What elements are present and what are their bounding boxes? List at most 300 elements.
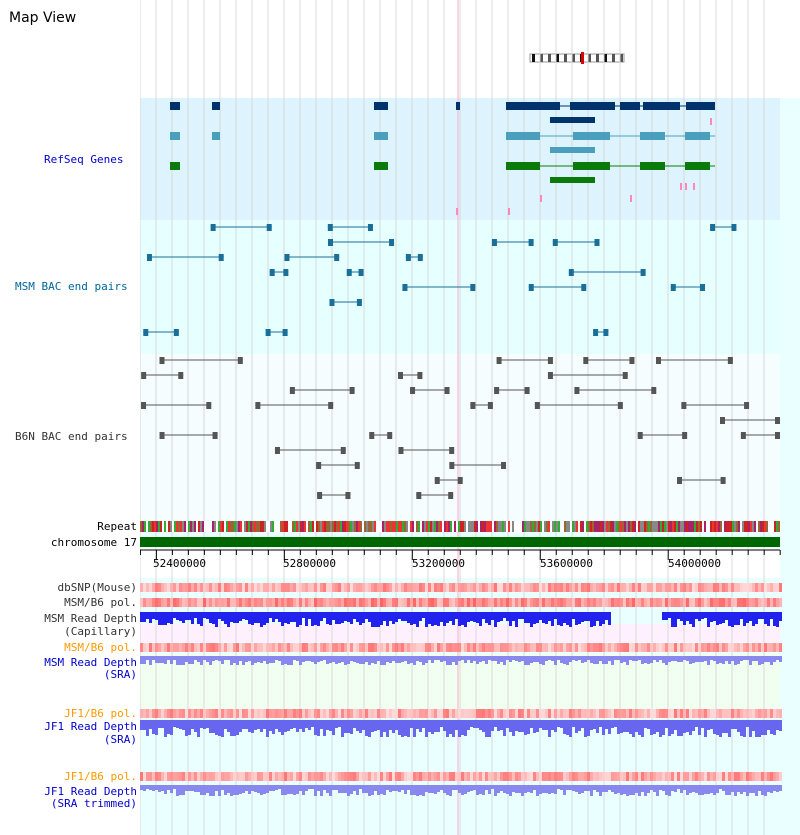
msm-pol-sra-cell [617, 643, 620, 652]
jf1-pol-trim-cell [659, 772, 662, 781]
repeat-block [530, 521, 532, 532]
msm-depth-cap-bar [272, 612, 275, 622]
msm-pol-sra-cell [743, 643, 746, 652]
msm-pol-sra-cell [626, 643, 629, 652]
jf1-depth-sra-bar [719, 720, 722, 737]
jf1-pol-trim-cell [713, 772, 716, 781]
msm-pol-sra-cell [182, 643, 185, 652]
msm-pol-cell [524, 598, 527, 607]
jf1-depth-sra-bar [278, 720, 281, 732]
jf1-depth-trim-bar [551, 785, 554, 793]
repeat-block [290, 521, 292, 532]
msm-depth-cap-bar [563, 612, 566, 623]
msm-depth-sra-bar [440, 656, 443, 662]
jf1-depth-sra-bar [167, 720, 170, 734]
jf1-depth-sra-bar [728, 720, 731, 737]
repeat-block [668, 521, 670, 532]
msm-depth-sra-bar [437, 656, 440, 660]
jf1-depth-sra-bar [665, 720, 668, 728]
jf1-pol-trim-cell [245, 772, 248, 781]
msm-bac-pair-end [553, 239, 558, 246]
dbsnp-cell [563, 583, 566, 592]
jf1-depth-sra-bar [668, 720, 671, 736]
jf1-depth-trim-bar [776, 785, 779, 792]
dbsnp-cell [422, 583, 425, 592]
jf1-depth-trim-bar [470, 785, 473, 791]
jf1-pol-trim-cell [545, 772, 548, 781]
jf1-depth-sra-bar [680, 720, 683, 736]
msm-depth-cap-bar [530, 612, 533, 627]
jf1-pol-trim-cell [764, 772, 767, 781]
repeat-block [230, 521, 232, 532]
msm-depth-sra-bar [539, 656, 542, 664]
msm-bac-pair-end [368, 224, 373, 231]
msm-pol-sra-cell [536, 643, 539, 652]
msm-pol-cell [287, 598, 290, 607]
jf1-pol-cell [212, 709, 215, 718]
msm-pol-cell [248, 598, 251, 607]
msm-depth-cap-bar [212, 612, 215, 624]
msm-depth-cap-bar [230, 612, 233, 622]
msm-depth-sra-bar [362, 656, 365, 664]
msm-pol-cell [509, 598, 512, 607]
msm-pol-sra-cell [554, 643, 557, 652]
msm-pol-cell [452, 598, 455, 607]
jf1-depth-sra-bar [173, 720, 176, 727]
jf1-depth-sra-bar [701, 720, 704, 728]
msm-depth-cap-bar [554, 612, 557, 619]
msm-depth-cap-bar [194, 612, 197, 618]
msm-pol-sra-cell [164, 643, 167, 652]
jf1-depth-trim-bar [455, 785, 458, 790]
gene-exon [374, 102, 388, 110]
jf1-pol-cell [767, 709, 770, 718]
msm-pol-sra-cell [731, 643, 734, 652]
msm-pol-sra-cell [452, 643, 455, 652]
gene-pseudo [630, 195, 632, 202]
msm-depth-cap-bar [545, 612, 548, 624]
jf1-pol-cell [260, 709, 263, 718]
msm-depth-cap-bar [440, 612, 443, 622]
repeat-block [406, 521, 408, 532]
repeat-block [626, 521, 628, 532]
jf1-pol-trim-cell [608, 772, 611, 781]
jf1-depth-sra-bar [536, 720, 539, 732]
msm-depth-cap-bar [347, 612, 350, 622]
repeat-block [482, 521, 484, 532]
msm-pol-cell [611, 598, 614, 607]
msm-pol-cell [173, 598, 176, 607]
jf1-pol-cell [395, 709, 398, 718]
repeat-block [286, 521, 288, 532]
jf1-depth-trim-bar [635, 785, 638, 793]
dbsnp-cell [413, 583, 416, 592]
msm-pol-cell [689, 598, 692, 607]
dbsnp-cell [698, 583, 701, 592]
msm-pol-sra-cell [470, 643, 473, 652]
repeat-block [578, 521, 580, 532]
jf1-depth-sra-bar [638, 720, 641, 735]
jf1-depth-trim-bar [563, 785, 566, 795]
msm-depth-sra-bar [314, 656, 317, 664]
b6n-bac-pair-end [238, 357, 243, 364]
dbsnp-cell [512, 583, 515, 592]
msm-pol-cell [281, 598, 284, 607]
b6n-bac-pair-end [178, 372, 183, 379]
msm-depth-sra-bar [152, 656, 155, 660]
jf1-depth-trim-bar [416, 785, 419, 796]
msm-pol-sra-cell [263, 643, 266, 652]
msm-depth-sra-bar [200, 656, 203, 665]
msm-depth-cap-bar [290, 612, 293, 622]
msm-depth-cap-bar [509, 612, 512, 626]
repeat-block [562, 521, 564, 532]
b6n-bac-pair-end [387, 432, 392, 439]
jf1-pol-trim-cell [650, 772, 653, 781]
repeat-block [402, 521, 404, 532]
jf1-pol-cell [704, 709, 707, 718]
msm-pol-cell [191, 598, 194, 607]
msm-pol-sra-cell [623, 643, 626, 652]
msm-depth-cap-bar [743, 612, 746, 626]
msm-pol-sra-cell [407, 643, 410, 652]
msm-depth-sra-bar [554, 656, 557, 665]
jf1-depth-trim-bar [545, 785, 548, 793]
repeat-block [576, 521, 578, 532]
msm-pol-sra-cell [710, 643, 713, 652]
msm-depth-cap-bar [380, 612, 383, 625]
repeat-block [684, 521, 686, 532]
jf1-pol-trim-cell [680, 772, 683, 781]
repeat-block [768, 521, 770, 532]
msm-depth-cap-bar [431, 612, 434, 626]
jf1-depth-trim-bar [200, 785, 203, 795]
repeat-block [634, 521, 636, 532]
jf1-depth-sra-bar [779, 720, 782, 731]
jf1-depth-trim-bar [662, 785, 665, 791]
msm-pol-cell [686, 598, 689, 607]
jf1-depth-sra-bar [338, 720, 341, 727]
msm-bac-pair-end [731, 224, 736, 231]
msm-pol-cell [563, 598, 566, 607]
jf1-pol-trim-cell [311, 772, 314, 781]
msm-depth-sra-bar [449, 656, 452, 665]
dbsnp-cell [284, 583, 287, 592]
jf1-pol-trim-cell [605, 772, 608, 781]
msm-pol-cell [575, 598, 578, 607]
msm-depth-sra-bar [617, 656, 620, 660]
msm-depth-cap-bar [695, 612, 698, 619]
jf1-pol-cell [362, 709, 365, 718]
msm-depth-cap-bar [146, 612, 149, 619]
msm-depth-sra-bar [167, 656, 170, 660]
msm-pol-sra-cell [653, 643, 656, 652]
jf1-depth-sra-bar [218, 720, 221, 736]
repeat-block [338, 521, 340, 532]
jf1-depth-trim-bar [275, 785, 278, 790]
jf1-depth-sra-bar [731, 720, 734, 729]
jf1-pol-cell [401, 709, 404, 718]
jf1-depth-trim-bar [548, 785, 551, 794]
jf1-pol-trim-cell [683, 772, 686, 781]
jf1-pol-trim-cell [308, 772, 311, 781]
msm-depth-sra-bar [743, 656, 746, 660]
jf1-pol-cell [332, 709, 335, 718]
jf1-pol-cell [701, 709, 704, 718]
jf1-pol-cell [416, 709, 419, 718]
track-label-msm-b6-pol: MSM/B6 pol. [64, 596, 137, 609]
repeat-block [214, 521, 216, 532]
jf1-pol-trim-cell [599, 772, 602, 781]
msm-depth-cap-bar [155, 612, 158, 620]
repeat-block [472, 521, 474, 532]
track-label-jf1-b6-pol-trim: JF1/B6 pol. [64, 770, 137, 783]
jf1-depth-sra-bar [614, 720, 617, 727]
track-canvas[interactable] [140, 0, 800, 835]
msm-pol-sra-cell [725, 643, 728, 652]
msm-pol-sra-cell [275, 643, 278, 652]
msm-depth-cap-bar [584, 612, 587, 621]
msm-pol-sra-cell [566, 643, 569, 652]
jf1-pol-trim-cell [440, 772, 443, 781]
jf1-pol-cell [278, 709, 281, 718]
jf1-pol-cell [497, 709, 500, 718]
repeat-block [506, 521, 508, 532]
jf1-depth-sra-bar [725, 720, 728, 733]
jf1-pol-cell [500, 709, 503, 718]
msm-pol-sra-cell [569, 643, 572, 652]
track-label-refseq[interactable]: RefSeq Genes [44, 153, 124, 166]
msm-depth-sra-bar [233, 656, 236, 663]
repeat-block [720, 521, 722, 532]
jf1-depth-sra-bar [569, 720, 572, 737]
jf1-depth-trim-bar [437, 785, 440, 792]
repeat-block [220, 521, 222, 532]
msm-depth-cap-bar [359, 612, 362, 625]
jf1-depth-trim-bar [530, 785, 533, 793]
jf1-pol-cell [485, 709, 488, 718]
msm-depth-cap-bar [305, 612, 308, 626]
msm-pol-cell [437, 598, 440, 607]
msm-depth-sra-bar [734, 656, 737, 665]
repeat-block [180, 521, 182, 532]
jf1-depth-trim-bar [491, 785, 494, 789]
jf1-depth-sra-bar [506, 720, 509, 728]
dbsnp-cell [641, 583, 644, 592]
msm-depth-cap-bar [590, 612, 593, 627]
msm-pol-cell [506, 598, 509, 607]
dbsnp-cell [314, 583, 317, 592]
jf1-pol-cell [725, 709, 728, 718]
repeat-block [538, 521, 540, 532]
jf1-pol-trim-cell [593, 772, 596, 781]
repeat-block [552, 521, 554, 532]
jf1-pol-trim-cell [449, 772, 452, 781]
jf1-depth-sra-bar [554, 720, 557, 732]
dbsnp-cell [194, 583, 197, 592]
repeat-block [708, 521, 710, 532]
repeat-block [412, 521, 414, 532]
jf1-depth-sra-bar [710, 720, 713, 729]
jf1-depth-sra-bar [368, 720, 371, 737]
genome-view[interactable] [140, 0, 800, 835]
repeat-block [176, 521, 178, 532]
dbsnp-cell [581, 583, 584, 592]
jf1-pol-trim-cell [230, 772, 233, 781]
msm-depth-cap-bar [683, 612, 686, 625]
jf1-depth-sra-bar [503, 720, 506, 736]
jf1-depth-trim-bar [653, 785, 656, 792]
repeat-block [254, 521, 256, 532]
jf1-pol-cell [254, 709, 257, 718]
jf1-pol-cell [227, 709, 230, 718]
msm-pol-sra-cell [761, 643, 764, 652]
jf1-depth-sra-bar [704, 720, 707, 737]
msm-depth-cap-bar [257, 612, 260, 623]
msm-depth-cap-bar [674, 612, 677, 627]
repeat-block [374, 521, 376, 532]
repeat-block [448, 521, 450, 532]
jf1-pol-cell [182, 709, 185, 718]
msm-pol-cell [494, 598, 497, 607]
jf1-depth-trim-bar [674, 785, 677, 792]
msm-pol-cell [386, 598, 389, 607]
jf1-depth-sra-bar [161, 720, 164, 728]
track-label-repeat: Repeat [97, 520, 137, 533]
jf1-depth-sra-bar [356, 720, 359, 731]
gene-exon [212, 102, 220, 110]
msm-pol-cell [620, 598, 623, 607]
msm-depth-sra-bar [503, 656, 506, 665]
msm-depth-sra-bar [566, 656, 569, 665]
jf1-depth-sra-bar [761, 720, 764, 735]
msm-depth-sra-bar [455, 656, 458, 665]
msm-depth-sra-bar [140, 656, 143, 664]
jf1-depth-sra-bar [737, 720, 740, 732]
jf1-depth-sra-bar [425, 720, 428, 737]
repeat-block [700, 521, 702, 532]
repeat-block [596, 521, 598, 532]
msm-pol-cell [227, 598, 230, 607]
repeat-block [542, 521, 544, 532]
msm-pol-sra-cell [212, 643, 215, 652]
repeat-block [654, 521, 656, 532]
repeat-block [166, 521, 168, 532]
jf1-pol-trim-cell [260, 772, 263, 781]
msm-depth-cap-bar [740, 612, 743, 619]
msm-pol-sra-cell [179, 643, 182, 652]
b6n-bac-pair-end [417, 372, 422, 379]
msm-pol-cell [368, 598, 371, 607]
msm-pol-sra-cell [227, 643, 230, 652]
msm-pol-cell [626, 598, 629, 607]
track-label-msm-bac[interactable]: MSM BAC end pairs [15, 280, 128, 293]
b6n-bac-pair-end [213, 432, 218, 439]
repeat-block [476, 521, 478, 532]
jf1-depth-sra-bar [464, 720, 467, 736]
msm-pol-sra-cell [215, 643, 218, 652]
msm-pol-sra-cell [341, 643, 344, 652]
jf1-depth-trim-bar [770, 785, 773, 793]
msm-pol-sra-cell [305, 643, 308, 652]
jf1-pol-trim-cell [398, 772, 401, 781]
jf1-depth-trim-bar [386, 785, 389, 790]
jf1-pol-trim-cell [566, 772, 569, 781]
dbsnp-cell [230, 583, 233, 592]
dbsnp-cell [587, 583, 590, 592]
dbsnp-cell [173, 583, 176, 592]
repeat-block [664, 521, 666, 532]
dbsnp-cell [500, 583, 503, 592]
msm-pol-cell [485, 598, 488, 607]
jf1-depth-sra-bar [743, 720, 746, 737]
msm-depth-sra-bar [380, 656, 383, 665]
jf1-depth-sra-bar [194, 720, 197, 732]
msm-depth-cap-bar [767, 612, 770, 626]
dbsnp-cell [203, 583, 206, 592]
repeat-block [570, 521, 572, 532]
jf1-depth-trim-bar [197, 785, 200, 792]
jf1-pol-trim-cell [473, 772, 476, 781]
msm-pol-sra-cell [629, 643, 632, 652]
jf1-pol-cell [398, 709, 401, 718]
jf1-depth-trim-bar [401, 785, 404, 790]
repeat-block [164, 521, 166, 532]
dbsnp-cell [386, 583, 389, 592]
jf1-pol-cell [338, 709, 341, 718]
dbsnp-cell [158, 583, 161, 592]
msm-pol-cell [326, 598, 329, 607]
msm-pol-cell [560, 598, 563, 607]
msm-pol-cell [185, 598, 188, 607]
msm-depth-cap-bar [197, 612, 200, 624]
msm-pol-sra-cell [374, 643, 377, 652]
msm-pol-cell [254, 598, 257, 607]
msm-pol-sra-cell [608, 643, 611, 652]
msm-pol-cell [428, 598, 431, 607]
repeat-block [306, 521, 308, 532]
repeat-block [238, 521, 240, 532]
dbsnp-cell [278, 583, 281, 592]
msm-pol-sra-cell [659, 643, 662, 652]
msm-depth-sra-bar [221, 656, 224, 664]
repeat-block [696, 521, 698, 532]
repeat-block [362, 521, 364, 532]
jf1-depth-trim-bar [713, 785, 716, 795]
jf1-pol-cell [737, 709, 740, 718]
msm-pol-sra-cell [542, 643, 545, 652]
msm-depth-cap-bar [533, 612, 536, 624]
msm-depth-cap-bar [488, 612, 491, 625]
msm-pol-cell [425, 598, 428, 607]
msm-pol-cell [641, 598, 644, 607]
repeat-block [426, 521, 428, 532]
track-label-b6n-bac[interactable]: B6N BAC end pairs [15, 430, 128, 443]
msm-depth-cap-bar [692, 612, 695, 627]
msm-pol-sra-cell [665, 643, 668, 652]
jf1-pol-cell [161, 709, 164, 718]
msm-depth-sra-bar [737, 656, 740, 664]
dbsnp-cell [491, 583, 494, 592]
jf1-pol-trim-cell [467, 772, 470, 781]
msm-depth-sra-bar [344, 656, 347, 665]
msm-depth-cap-bar [716, 612, 719, 625]
msm-pol-cell [311, 598, 314, 607]
jf1-depth-sra-bar [245, 720, 248, 729]
repeat-block [678, 521, 680, 532]
msm-pol-sra-cell [590, 643, 593, 652]
repeat-block [428, 521, 430, 532]
